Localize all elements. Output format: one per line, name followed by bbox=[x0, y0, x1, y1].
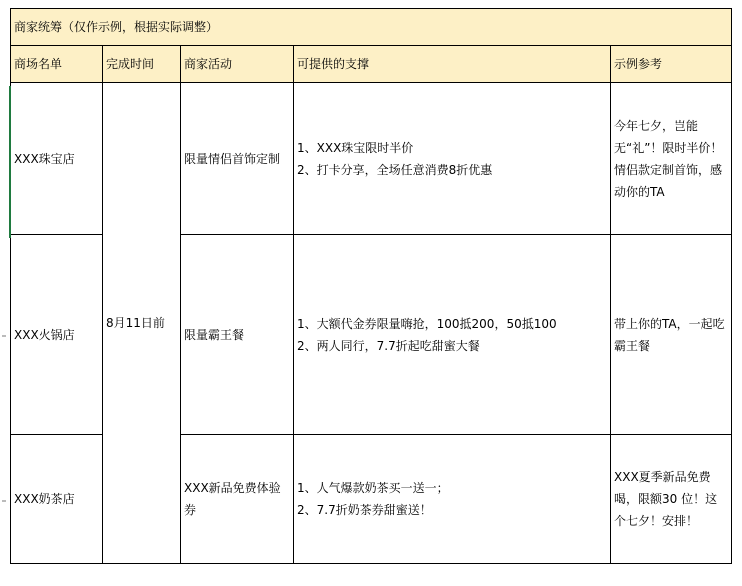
cell-activity[interactable]: 限量霸王餐 bbox=[181, 235, 294, 435]
table-title[interactable]: 商家统筹（仅作示例，根据实际调整） bbox=[11, 9, 732, 46]
cell-mall-name[interactable]: XXX火锅店 bbox=[11, 235, 103, 435]
gutter-tick bbox=[2, 335, 6, 337]
cell-example[interactable]: 今年七夕，岂能无“礼”！限时半价！情侣款定制首饰，感动你的TA bbox=[611, 83, 732, 235]
gutter-tick bbox=[2, 500, 6, 502]
selection-indicator bbox=[9, 86, 11, 238]
cell-example[interactable]: XXX夏季新品免费喝，限额30 位！这个七夕！安排！ bbox=[611, 435, 732, 564]
cell-activity[interactable]: XXX新品免费体验券 bbox=[181, 435, 294, 564]
header-merchant-activity[interactable]: 商家活动 bbox=[181, 46, 294, 83]
header-mall-name[interactable]: 商场名单 bbox=[11, 46, 103, 83]
support-line: 1、人气爆款奶茶买一送一； bbox=[297, 481, 449, 495]
cell-example[interactable]: 带上你的TA，一起吃霸王餐 bbox=[611, 235, 732, 435]
cell-mall-name[interactable]: XXX珠宝店 bbox=[11, 83, 103, 235]
cell-completion-time[interactable]: 8月11日前 bbox=[103, 83, 181, 564]
table-row bbox=[11, 83, 732, 235]
header-support[interactable]: 可提供的支撑 bbox=[294, 46, 611, 83]
cell-mall-name[interactable]: XXX奶茶店 bbox=[11, 435, 103, 564]
support-line: 1、大额代金券限量嗨抢，100抵200，50抵100 bbox=[297, 316, 557, 331]
cell-support[interactable] bbox=[294, 235, 611, 435]
header-completion-time[interactable]: 完成时间 bbox=[103, 46, 181, 83]
cell-activity[interactable]: 限量情侣首饰定制 bbox=[181, 83, 294, 235]
support-line: 2、两人同行，7.7折起吃甜蜜大餐 bbox=[297, 338, 480, 353]
cell-support[interactable] bbox=[294, 83, 611, 235]
header-row bbox=[11, 46, 732, 83]
support-line: 2、打卡分享，全场任意消费8折优惠 bbox=[297, 162, 493, 177]
title-row bbox=[11, 9, 732, 46]
support-line: 1、XXX珠宝限时半价 bbox=[297, 140, 414, 155]
cell-support[interactable] bbox=[294, 435, 611, 564]
merchant-plan-table bbox=[10, 8, 732, 564]
support-line: 2、7.7折奶茶券甜蜜送！ bbox=[297, 503, 432, 517]
header-example[interactable]: 示例参考 bbox=[611, 46, 732, 83]
